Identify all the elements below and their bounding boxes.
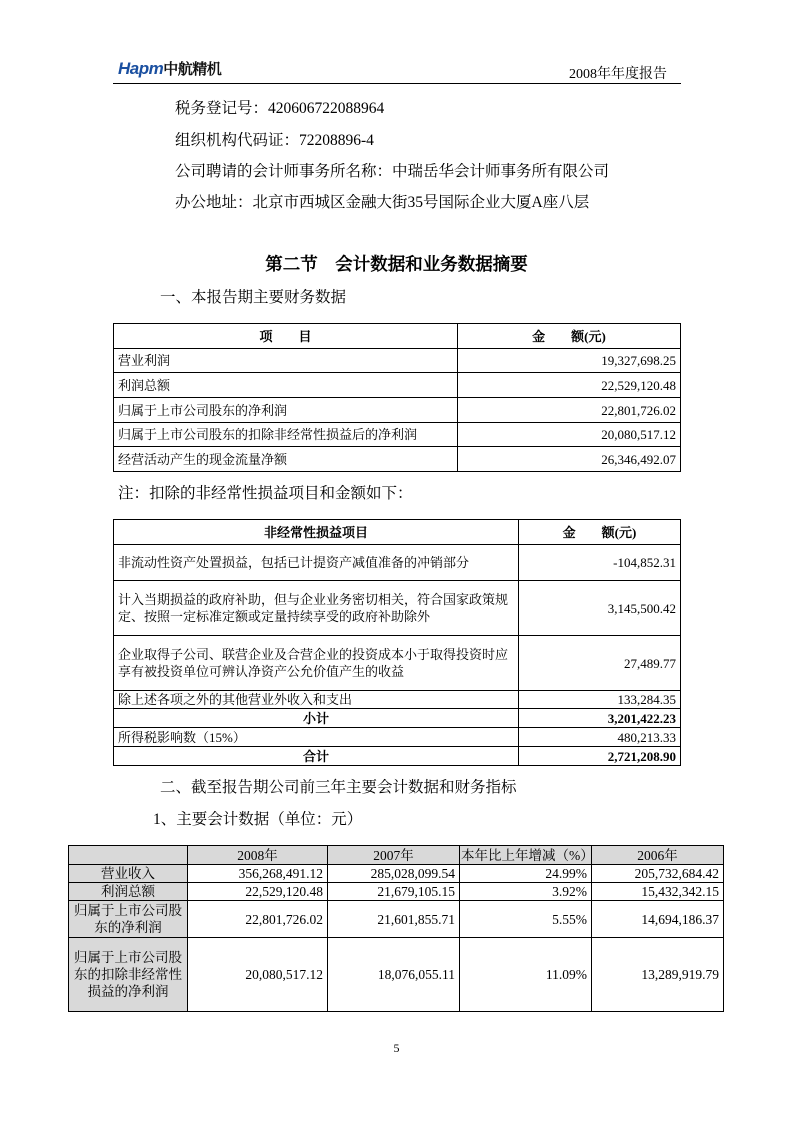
table-row: 经营活动产生的现金流量净额 26,346,492.07 <box>114 447 681 472</box>
table-row: 计入当期损益的政府补助，但与企业业务密切相关，符合国家政策规定、按照一定标准定额或定量持续享受的政府补助除外 3,145,500.42 <box>114 581 681 636</box>
subsection-heading: 一、本报告期主要财务数据 <box>160 289 347 306</box>
table-row: 利润总额 22,529,120.48 <box>114 373 681 398</box>
table-row: 营业利润 19,327,698.25 <box>114 349 681 373</box>
table-row: 营业收入 356,268,491.12 285,028,099.54 24.99% 205,732,684.42 <box>69 865 724 883</box>
tax-id-line: 税务登记号：420606722088964 <box>175 100 385 117</box>
section-title: 第二节 会计数据和业务数据摘要 <box>265 255 528 275</box>
org-code-line: 组织机构代码证：72208896-4 <box>175 132 374 149</box>
table-row: 归属于上市公司股东的扣除非经常性损益的净利润 20,080,517.12 18,076,055.11 11.09% 13,289,919.79 <box>69 938 724 1012</box>
table-row: 企业取得子公司、联营企业及合营企业的投资成本小于取得投资时应享有被投资单位可辨认净资产公允价值产生的收益 27,489.77 <box>114 636 681 691</box>
page-number: 5 <box>393 1041 400 1055</box>
table-header: 2008年 2007年 本年比上年增减（%） 2006年 <box>69 846 724 865</box>
table-header: 非经常性损益项目 金 额(元) <box>114 520 681 545</box>
table-row: 非流动性资产处置损益，包括已计提资产减值准备的冲销部分 -104,852.31 <box>114 545 681 581</box>
report-title: 2008年年度报告 <box>569 67 667 82</box>
table-row: 归属于上市公司股东的扣除非经常性损益后的净利润 20,080,517.12 <box>114 423 681 447</box>
table-header: 项 目 金 额(元) <box>114 324 681 349</box>
table-row: 除上述各项之外的其他营业外收入和支出 133,284.35 <box>114 691 681 709</box>
table-row: 归属于上市公司股东的净利润 22,801,726.02 <box>114 398 681 423</box>
financial-data-table <box>113 323 681 472</box>
accounting-firm-line: 公司聘请的会计师事务所名称：中瑞岳华会计师事务所有限公司 <box>175 163 610 180</box>
table-row: 归属于上市公司股东的净利润 22,801,726.02 21,601,855.71 5.55% 14,694,186.37 <box>69 901 724 938</box>
total-row: 合计 2,721,208.90 <box>114 747 681 766</box>
subtotal-row: 小计 3,201,422.23 <box>114 709 681 728</box>
subsection-heading-2-1: 1、主要会计数据（单位：元） <box>153 811 363 828</box>
table-row: 利润总额 22,529,120.48 21,679,105.15 3.92% 15,432,342.15 <box>69 883 724 901</box>
three-year-data-table <box>68 845 724 1012</box>
office-address-line: 办公地址：北京市西城区金融大街35号国际企业大厦A座八层 <box>175 194 590 211</box>
company-logo: Hapm中航精机 <box>118 59 222 78</box>
note-text: 注：扣除的非经常性损益项目和金额如下： <box>118 485 413 502</box>
header-divider <box>113 83 681 84</box>
subsection-heading-2: 二、截至报告期公司前三年主要会计数据和财务指标 <box>160 779 517 796</box>
table-row: 所得税影响数（15%） 480,213.33 <box>114 728 681 747</box>
non-recurring-items-table <box>113 519 681 766</box>
